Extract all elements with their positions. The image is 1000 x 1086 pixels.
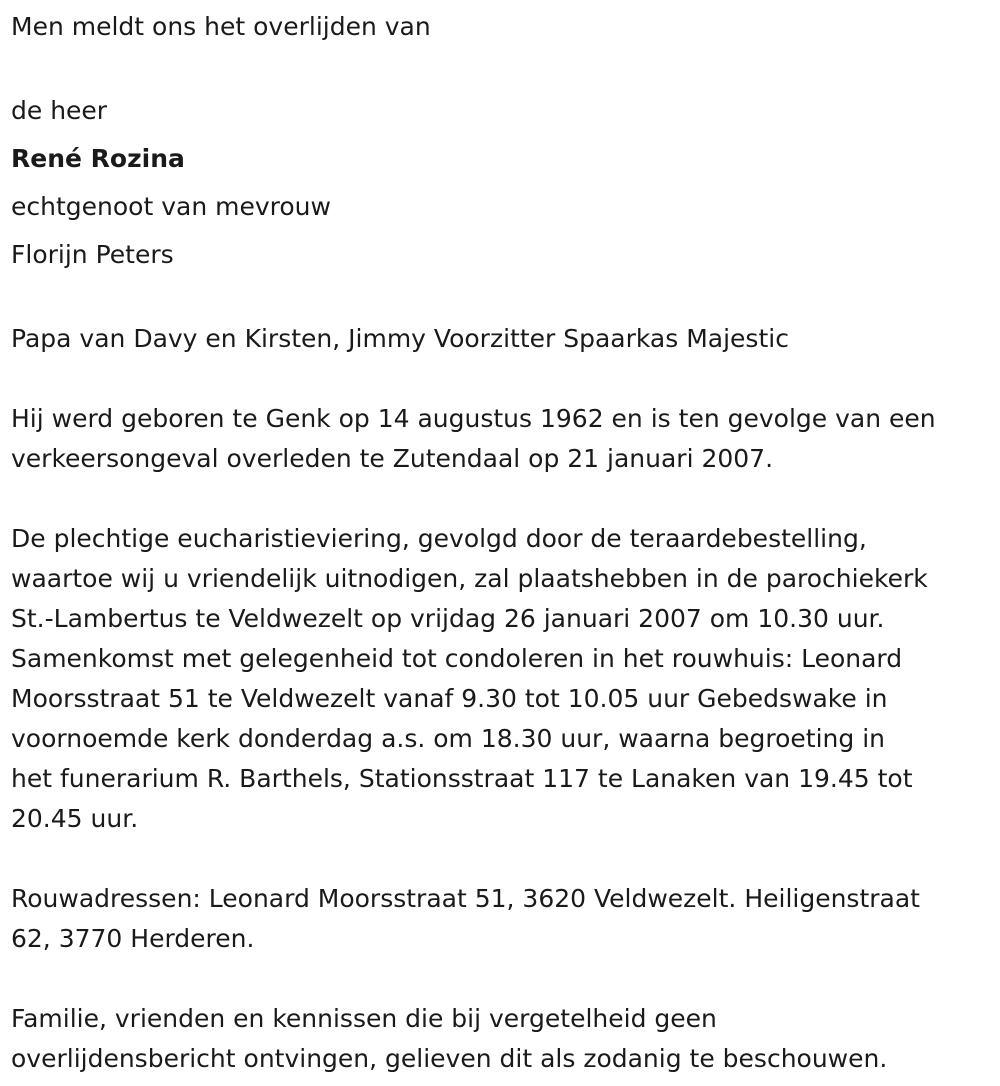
deceased-name: René Rozina bbox=[11, 144, 185, 173]
paragraph-line: Familie, vrienden en kennissen die bij vergetelheid geen bbox=[11, 1004, 717, 1033]
paragraph-line: Hij werd geboren te Genk op 14 augustus 1962 en is ten gevolge van een bbox=[11, 404, 936, 433]
paragraph-line: Samenkomst met gelegenheid tot condoleren in het rouwhuis: Leonard bbox=[11, 644, 903, 673]
intro-text: Men meldt ons het overlijden van bbox=[11, 12, 431, 41]
ceremony-paragraph bbox=[11, 519, 991, 839]
spacer bbox=[11, 959, 991, 999]
spouse-name: Florijn Peters bbox=[11, 240, 174, 269]
paragraph-line: St.-Lambertus te Veldwezelt op vrijdag 26 januari 2007 om 10.30 uur. bbox=[11, 604, 885, 633]
spacer bbox=[11, 47, 991, 87]
paragraph-line: Rouwadressen: Leonard Moorsstraat 51, 3620 Veldwezelt. Heiligenstraat bbox=[11, 884, 920, 913]
spacer bbox=[11, 479, 991, 519]
paragraph-line: het funerarium R. Barthels, Stationsstraat 117 te Lanaken van 19.45 tot bbox=[11, 764, 913, 793]
closing-paragraph bbox=[11, 999, 991, 1079]
title-text: de heer bbox=[11, 96, 108, 125]
spacer bbox=[11, 279, 991, 319]
paragraph-line: overlijdensbericht ontvingen, gelieven dit als zodanig te beschouwen. bbox=[11, 1044, 888, 1073]
family-line: Papa van Davy en Kirsten, Jimmy Voorzitter Spaarkas Majestic bbox=[11, 324, 789, 353]
paragraph-line: De plechtige eucharistieviering, gevolgd door de teraardebestelling, bbox=[11, 524, 867, 553]
paragraph-line: waartoe wij u vriendelijk uitnodigen, zal plaatshebben in de parochiekerk bbox=[11, 564, 928, 593]
spacer bbox=[11, 359, 991, 399]
birth-death-paragraph bbox=[11, 399, 991, 479]
paragraph-line: verkeersongeval overleden te Zutendaal op 21 januari 2007. bbox=[11, 444, 774, 473]
spouse-label: echtgenoot van mevrouw bbox=[11, 192, 331, 221]
paragraph-line: Moorsstraat 51 te Veldwezelt vanaf 9.30 tot 10.05 uur Gebedswake in bbox=[11, 684, 888, 713]
spacer bbox=[11, 839, 991, 879]
addresses-paragraph bbox=[11, 879, 991, 959]
paragraph-line: 62, 3770 Herderen. bbox=[11, 924, 255, 953]
paragraph-line: voornoemde kerk donderdag a.s. om 18.30 uur, waarna begroeting in bbox=[11, 724, 885, 753]
obituary-document bbox=[11, 7, 991, 1079]
paragraph-line: 20.45 uur. bbox=[11, 804, 139, 833]
